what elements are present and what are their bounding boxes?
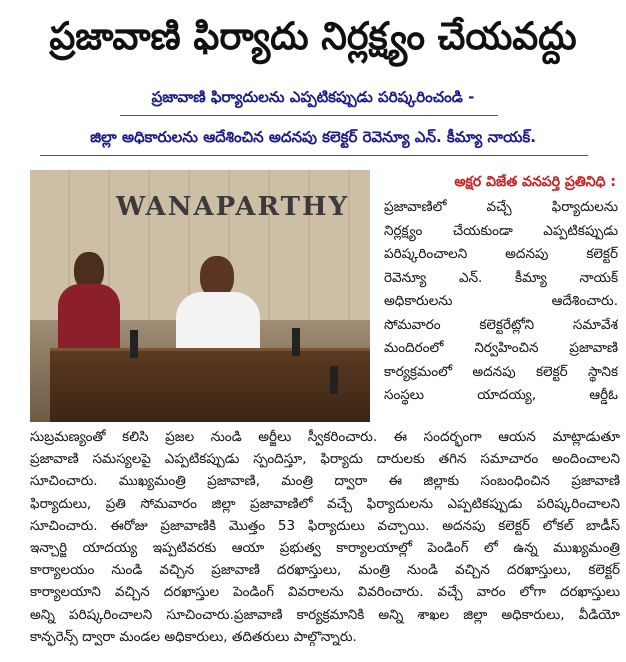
microphone-icon <box>130 330 138 358</box>
column-line: పరిష్కరించాలని అదనపు కలెక్టర్ <box>384 246 618 262</box>
column-line: రెవెన్యూ ఎన్. కీమ్యా నాయక్ <box>384 269 618 286</box>
meeting-photo <box>30 170 370 422</box>
column-line: మందిరంలో నిర్వహించిన ప్రజావాణి <box>384 340 618 356</box>
column-line: సంస్థలు యాదయ్య, ఆర్డీఓ <box>384 387 618 403</box>
body-line: ప్రజావాణి సమస్యలపై ఎప్పటికప్పుడు స్పందిస్తూ, ఫిర్యాదు దారులకు తగిన సమాచారం అందించాలని <box>30 451 620 468</box>
byline: అక్షర విజేత వనపర్తి ప్రతినిధి : <box>454 174 616 190</box>
conference-desk <box>50 348 370 422</box>
water-bottle-icon <box>330 366 338 394</box>
column-line: అధికారులను ఆదేశించారు. <box>384 293 618 309</box>
column-line: ప్రజావాణిలో వచ్చే ఫిర్యాదులను <box>384 199 618 215</box>
body-line: అన్ని పరిష్కరించాలని సూచించారు.ప్రజావాణి కార్యక్రమానికి అన్ని శాఖల జిల్లా అధికారులు, వీడియో <box>30 606 620 623</box>
subheadline-2: జిల్లా అధికారులను ఆదేశించిన అదనపు కలెక్టర్ రెవెన్యూ ఎన్. కీమ్యా నాయక్. <box>90 128 536 146</box>
body-line: కార్యాలయం నుండి వచ్చిన ప్రజావాణి దరఖాస్తులు, మంత్రి నుండి వచ్చిన దరఖాస్తులు, కలెక్టర్ <box>30 562 620 579</box>
wall-sign-text: WANAPARTHY <box>116 192 350 222</box>
column-line: కార్యక్రమంలో అదనపు కలెక్టర్ స్థానిక <box>384 363 618 380</box>
body-line: కార్యాలయాని వచ్చిన దరఖాస్తుల పెండింగ్ వివరాలను వివరించారు. వచ్చే వారం లోగా దరఖాస్తులు <box>30 584 620 601</box>
side-column <box>384 196 618 408</box>
article-body <box>30 426 620 648</box>
column-line: నిర్లక్ష్యం చేయకుండా ఎప్పటికప్పుడు <box>384 222 618 239</box>
body-line: ఫిర్యాదులు, ప్రతి సోమవారం జిల్లా ప్రజావాణిలో వచ్చే ఫిర్యాదులను ఎప్పటికప్పుడు పరిష్కరించాలని <box>30 495 620 512</box>
subheadline-1: ప్రజావాణి ఫిర్యాదులను ఎప్పటికప్పుడు పరిష్కరించండి - <box>151 88 475 106</box>
column-line: సోమవారం కలెక్టరేట్లోని సమావేశ <box>384 316 618 333</box>
body-line: కాన్ఫరెన్స్ ద్వారా మండల అధికారులు, తదితరులు పాల్గొన్నారు. <box>30 628 357 645</box>
body-line: సుబ్రమణ్యంతో కలిసి ప్రజల నుండి అర్జీలు స్వీకరించారు. ఈ సందర్భంగా ఆయన మాట్లాడుతూ <box>30 429 620 445</box>
subheadline-underline <box>40 155 588 156</box>
person-left-body <box>58 284 120 354</box>
body-line: సూచించారు. ముఖ్యమంత్రి ప్రజావాణి, మంత్రి ద్వారా ఈ జిల్లాకు సంబంధించిన ప్రజావాణి <box>30 473 620 490</box>
subheadline-divider <box>120 115 498 116</box>
headline: ప్రజావాణి ఫిర్యాదు నిర్లక్ష్యం చేయవద్దు <box>49 14 577 58</box>
body-line: సూచించారు. ఈరోజు ప్రజావాణికి మొత్తం 53 ఫిర్యాదులు వచ్చాయి. అదనపు కలెక్టర్ లోకల్ బాడీస్ <box>30 517 620 534</box>
microphone-icon <box>292 328 300 356</box>
body-line: ఇన్చార్జి యాదయ్య ఇప్పటివరకు ఆయా ప్రభుత్వ కార్యాలయాల్లో పెండింగ్ లో ఉన్న ముఖ్యమంత్రి <box>30 540 620 557</box>
